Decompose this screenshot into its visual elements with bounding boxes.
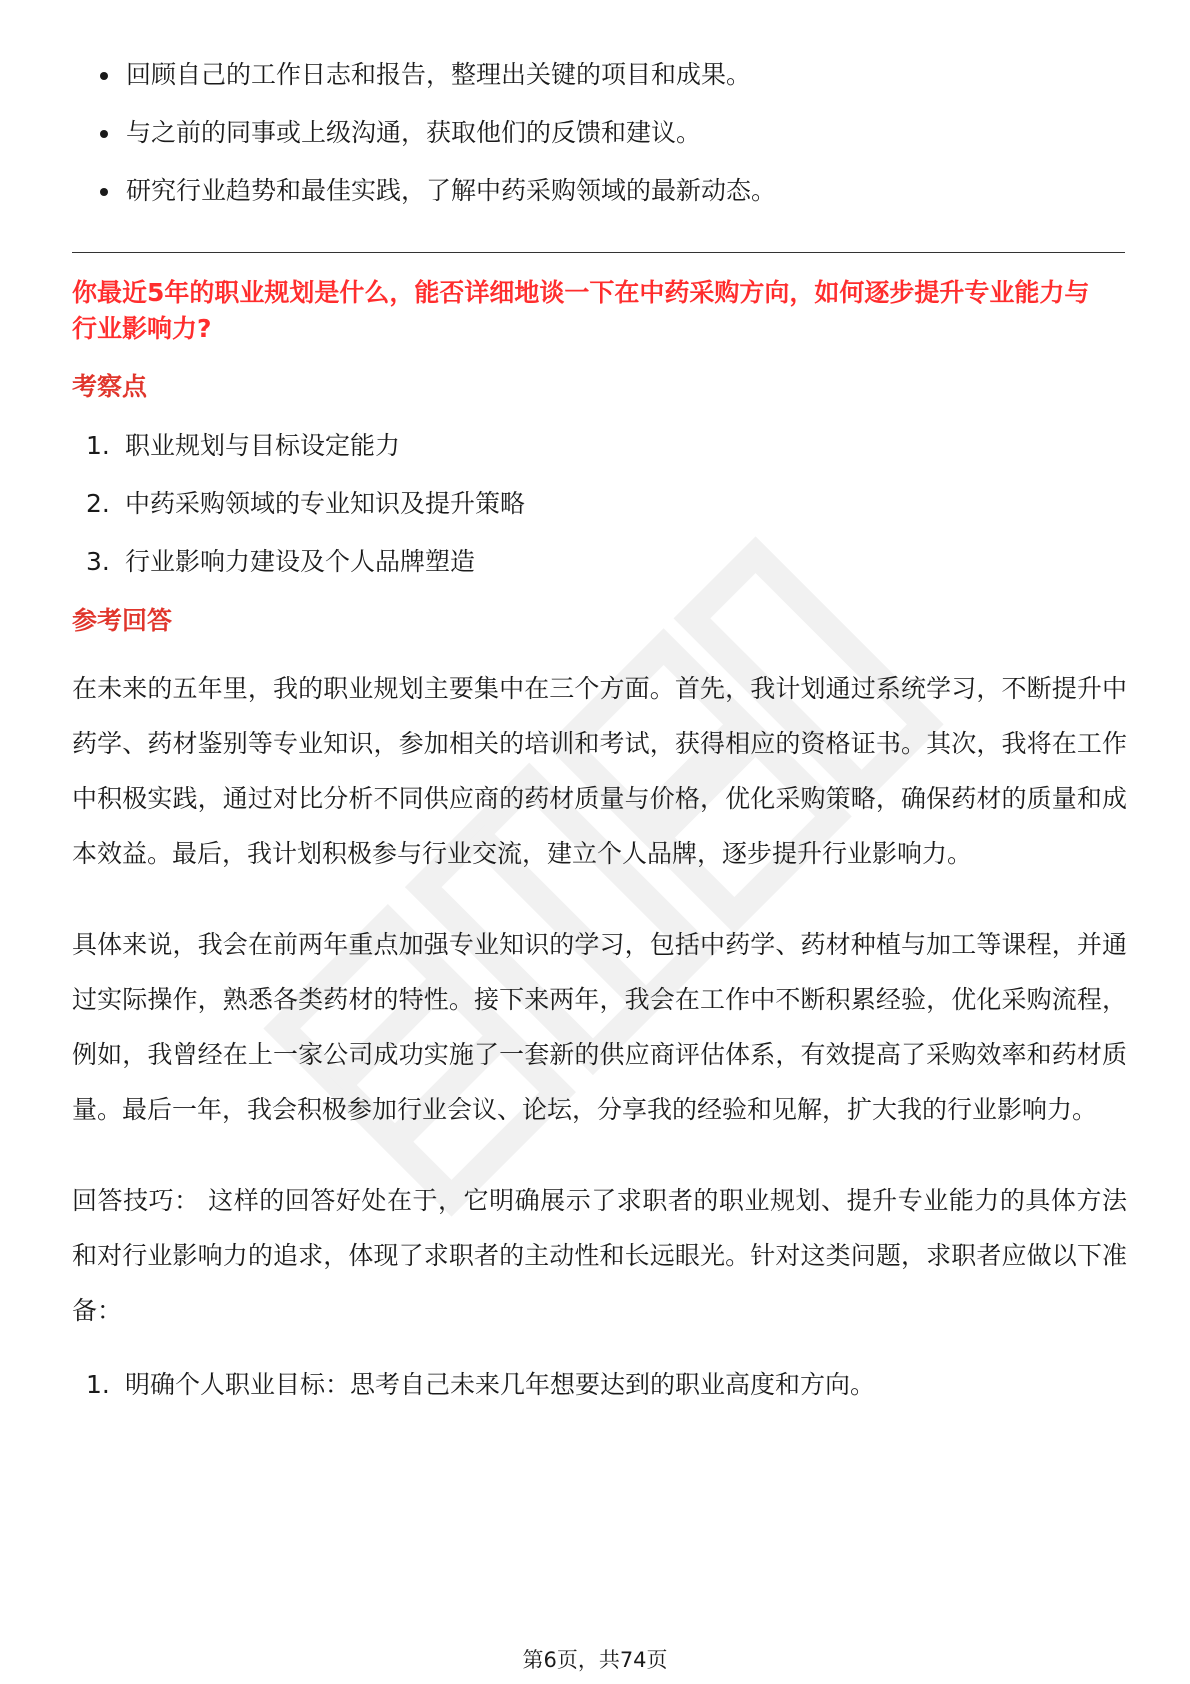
question-heading: 你最近5年的职业规划是什么，能否详细地谈一下在中药采购方向，如何逐步提升专业能力与行业影响力? — [72, 278, 1090, 343]
answer-tips-paragraph: 回答技巧： 这样的回答好处在于，它明确展示了求职者的职业规划、提升专业能力的具体方法和对行业影响力的追求，体现了求职者的主动性和长远眼光。针对这类问题，求职者应做以下准备： — [72, 1186, 1127, 1325]
answer-paragraph-2: 具体来说，我会在前两年重点加强专业知识的学习，包括中药学、药材种植与加工等课程，并通过实际操作，熟悉各类药材的特性。接下来两年，我会在工作中不断积累经验，优化采购流程，例如，我曾经在上一家公司成功实施了一套新的供应商评估体系，有效提高了采购效率和药材质量。最后一年，我会积极参加行业会议、论坛，分享我的经验和见解，扩大我的行业影响力。 — [72, 930, 1127, 1124]
answer-paragraph-1: 在未来的五年里，我的职业规划主要集中在三个方面。首先，我计划通过系统学习，不断提升中药学、药材鉴别等专业知识，参加相关的培训和考试，获得相应的资格证书。其次，我将在工作中积极实践，通过对比分析不同供应商的药材质量与价格，优化采购策略，确保药材的质量和成本效益。最后，我计划积极参与行业交流，建立个人品牌，逐步提升行业影响力。 — [72, 674, 1127, 868]
bullet-dot-icon — [100, 188, 108, 196]
list-number: 1. — [86, 431, 110, 460]
list-item — [72, 116, 1127, 150]
section-title-cankao: 参考回答 — [72, 606, 173, 635]
bullet-dot-icon — [100, 72, 108, 80]
list-number: 1. — [86, 1370, 110, 1399]
list-number: 2. — [86, 489, 110, 518]
point-text: 职业规划与目标设定能力 — [125, 431, 401, 460]
list-item — [72, 174, 1127, 208]
preparation-list — [72, 1368, 1127, 1402]
content-area — [72, 58, 1127, 1402]
list-item — [72, 429, 1127, 463]
section-title-kaochadian: 考察点 — [72, 372, 148, 401]
assessment-points-list — [72, 429, 1127, 579]
prep-text: 明确个人职业目标：思考自己未来几年想要达到的职业高度和方向。 — [125, 1370, 876, 1399]
point-text: 中药采购领域的专业知识及提升策略 — [125, 489, 526, 518]
list-number: 3. — [86, 547, 110, 576]
list-item — [72, 1368, 1127, 1402]
point-text: 行业影响力建设及个人品牌塑造 — [125, 547, 476, 576]
bullet-text: 研究行业趋势和最佳实践，了解中药采购领域的最新动态。 — [126, 176, 777, 205]
bullet-text: 与之前的同事或上级沟通，获取他们的反馈和建议。 — [126, 118, 702, 147]
bullet-text: 回顾自己的工作日志和报告，整理出关键的项目和成果。 — [126, 60, 752, 89]
page-footer: 第6页，共74页 — [522, 1648, 668, 1672]
bullet-dot-icon — [100, 130, 108, 138]
section-divider — [72, 252, 1125, 253]
bullet-list — [72, 58, 1127, 208]
list-item — [72, 487, 1127, 521]
list-item — [72, 545, 1127, 579]
list-item — [72, 58, 1127, 92]
